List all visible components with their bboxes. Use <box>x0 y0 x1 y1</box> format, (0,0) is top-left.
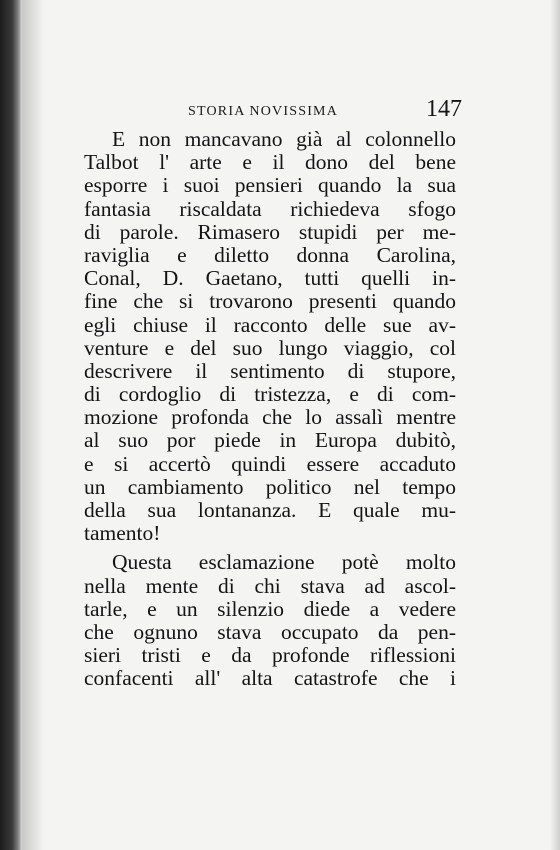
text-line: E non mancavano già al colonnello <box>112 127 456 151</box>
text-line: raviglia e diletto donna Carolina, <box>84 242 456 267</box>
paragraph-2 <box>84 551 456 690</box>
text-line: tamento! <box>84 521 161 546</box>
text-line: confacenti all' alta catastrofe che i <box>84 666 456 691</box>
gutter-shadow <box>22 0 44 850</box>
text-line: un cambiamento politico nel tempo <box>84 474 456 499</box>
text-line: mozione profonda che lo assalì mentre <box>84 405 456 430</box>
text-line: fine che si trovarono presenti quando <box>84 289 456 314</box>
text-line: fantasia riscaldata richiedeva sfogo <box>84 196 456 221</box>
text-line: Conal, D. Gaetano, tutti quelli in- <box>84 266 456 291</box>
text-line: di parole. Rimasero stupidi per me- <box>84 219 456 244</box>
text-line: esporre i suoi pensieri quando la sua <box>84 173 456 198</box>
text-line: della sua lontananza. E quale mu- <box>84 498 456 522</box>
text-line: e si accertò quindi essere accaduto <box>84 451 456 476</box>
page-header <box>84 96 462 130</box>
text-line: sieri tristi e da profonde riflessioni <box>84 643 456 668</box>
page-edge <box>550 0 560 850</box>
text-line: al suo por piede in Europa dubitò, <box>84 428 456 453</box>
text-line: tarle, e un silenzio diede a vedere <box>84 596 456 621</box>
book-binding-edge <box>0 0 22 850</box>
text-line: di cordoglio di tristezza, e di com- <box>84 382 456 407</box>
text-line: Questa esclamazione potè molto <box>112 550 456 575</box>
text-line: egli chiuse il racconto delle sue av- <box>84 312 456 337</box>
text-line: Talbot l' arte e il dono del bene <box>84 150 456 175</box>
text-line: che ognuno stava occupato da pen- <box>84 619 456 644</box>
text-line: nella mente di chi stava ad ascol- <box>84 573 456 598</box>
running-title: STORIA NOVISSIMA <box>188 104 339 119</box>
text-line: descrivere il sentimento di stupore, <box>84 358 456 383</box>
page-number: 147 <box>426 96 462 122</box>
body-text <box>84 128 456 691</box>
text-line: venture e del suo lungo viaggio, col <box>84 335 456 360</box>
paragraph-1 <box>84 128 456 545</box>
